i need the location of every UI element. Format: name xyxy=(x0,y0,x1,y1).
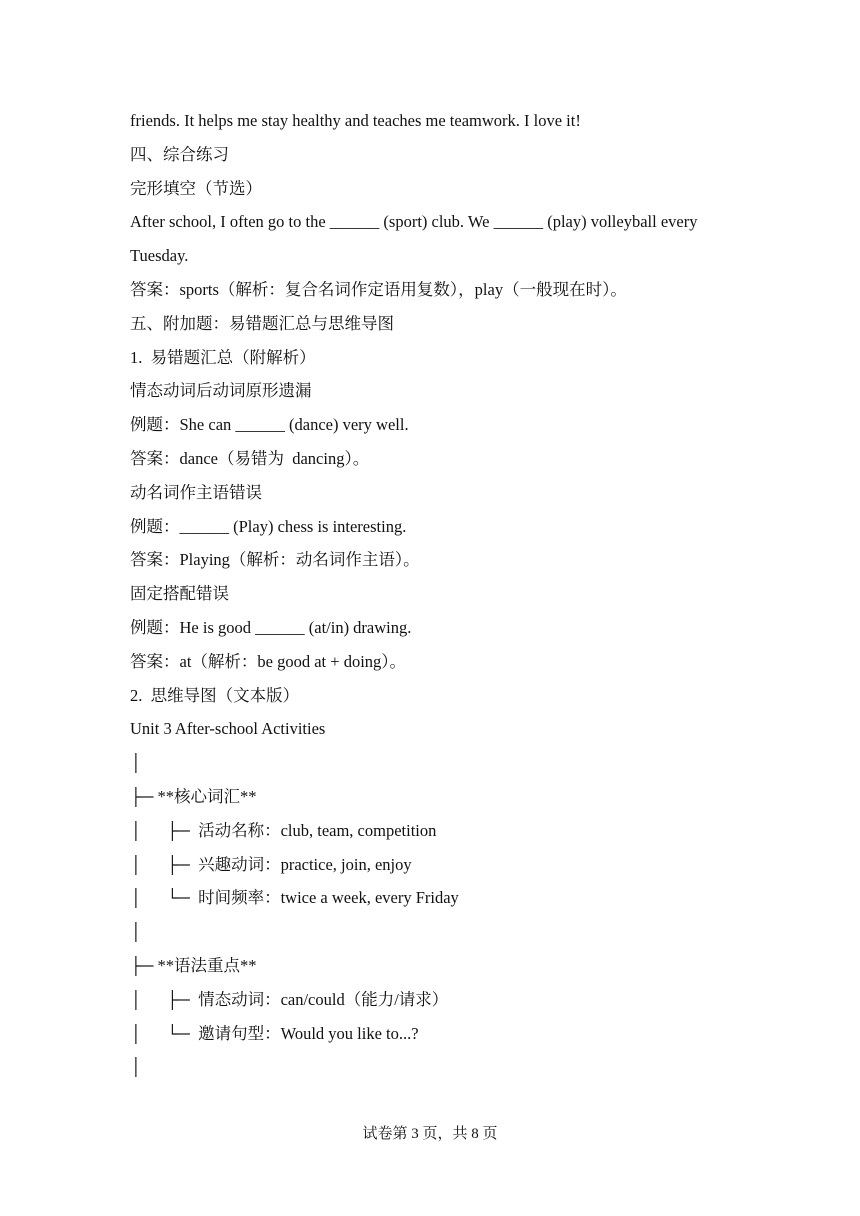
section-heading: 五、附加题：易错题汇总与思维导图 xyxy=(130,313,394,333)
example-line: 例题：______ (Play) chess is interesting. xyxy=(130,516,407,536)
mindmap-leaf: │ └─ 时间频率：twice a week, every Friday xyxy=(130,888,459,908)
example-line: 例题：He is good ______ (at/in) drawing. xyxy=(130,617,412,637)
exercise-line: After school, I often go to the ______ (sport) club. We ______ (play) volleyball every xyxy=(130,212,698,232)
section-heading: 四、综合练习 xyxy=(130,144,229,164)
answer-line: 答案：dance（易错为 dancing）。 xyxy=(130,448,370,468)
subsection-heading: 2. 思维导图（文本版） xyxy=(130,685,300,705)
mindmap-root: Unit 3 After-school Activities xyxy=(130,719,326,739)
mindmap-leaf: │ ├─ 情态动词：can/could（能力/请求） xyxy=(130,989,449,1009)
mindmap-branch: ├─ **语法重点** xyxy=(130,955,257,975)
mindmap-connector: │ xyxy=(130,1057,142,1077)
answer-line: 答案：Playing（解析：动名词作主语）。 xyxy=(130,550,420,570)
answer-line: 答案：at（解析：be good at + doing）。 xyxy=(130,651,407,671)
error-category: 固定搭配错误 xyxy=(130,584,229,604)
mindmap-branch: ├─ **核心词汇** xyxy=(130,786,257,806)
mindmap-leaf: │ ├─ 活动名称：club, team, competition xyxy=(130,820,437,840)
page-footer: 试卷第 3 页，共 8 页 xyxy=(362,1126,498,1142)
answer-line: 答案：sports（解析：复合名词作定语用复数），play（一般现在时）。 xyxy=(130,279,627,299)
example-line: 例题：She can ______ (dance) very well. xyxy=(130,415,409,435)
mindmap-leaf: │ ├─ 兴趣动词：practice, join, enjoy xyxy=(130,854,412,874)
exercise-line-continued: Tuesday. xyxy=(130,246,189,266)
mindmap-leaf: │ └─ 邀请句型：Would you like to...? xyxy=(130,1023,419,1043)
document-body xyxy=(130,104,750,1084)
subsection-heading: 1. 易错题汇总（附解析） xyxy=(130,347,316,367)
error-category: 动名词作主语错误 xyxy=(130,482,262,502)
error-category: 情态动词后动词原形遗漏 xyxy=(130,381,312,401)
subsection-heading: 完形填空（节选） xyxy=(130,178,262,198)
mindmap-connector: │ xyxy=(130,922,142,942)
text-line: friends. It helps me stay healthy and teaches me teamwork. I love it! xyxy=(130,111,581,130)
mindmap-connector: │ xyxy=(130,753,142,773)
